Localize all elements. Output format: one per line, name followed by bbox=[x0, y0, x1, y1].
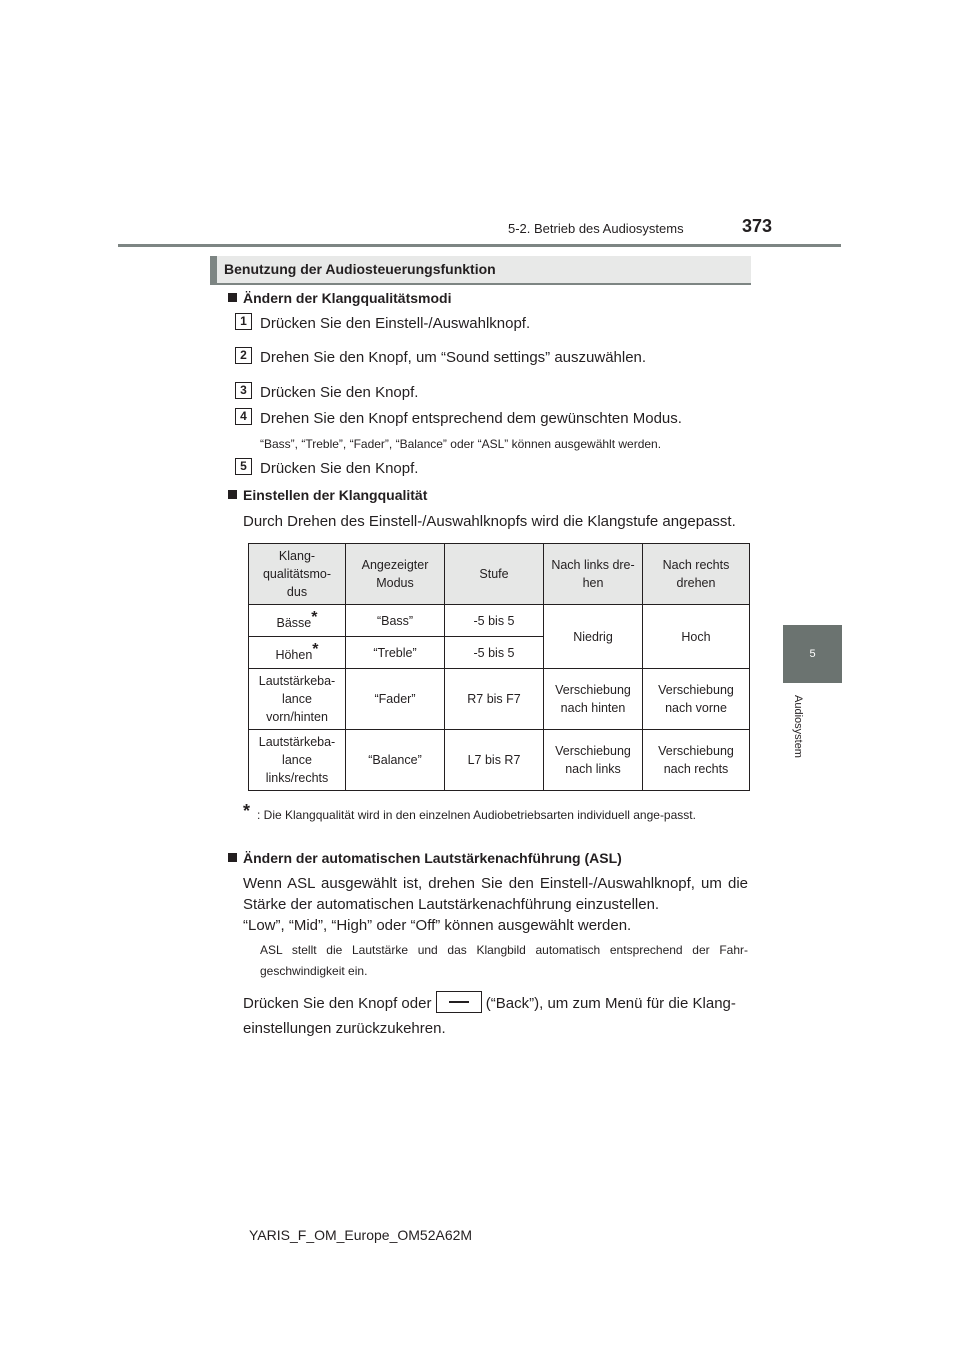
footnote-star: * bbox=[312, 641, 319, 658]
body-text: “Low”, “Mid”, “High” oder “Off” können ausgewählt werden. bbox=[243, 917, 632, 934]
subsection-heading-klangmodi bbox=[228, 290, 451, 306]
step-text: Drücken Sie den Knopf. bbox=[260, 460, 419, 477]
table-header-cell: Angezeigter Modus bbox=[346, 544, 445, 605]
table-header-cell: Stufe bbox=[445, 544, 544, 605]
subsection-heading-klangqualitaet bbox=[228, 487, 427, 503]
table-cell: Niedrig bbox=[544, 605, 643, 669]
step-number: 2 bbox=[235, 347, 252, 364]
table-header-cell: Klang- qualitätsmo- dus bbox=[249, 544, 346, 605]
table-header-row bbox=[249, 544, 750, 605]
chapter-label bbox=[790, 695, 802, 785]
table-cell: -5 bis 5 bbox=[445, 637, 544, 669]
subsection-heading-text: Ändern der automatischen Lautstärkenachführung (ASL) bbox=[243, 850, 622, 866]
table-cell: Lautstärkeba- lance vorn/hinten bbox=[249, 669, 346, 730]
table-header-cell: Nach rechts drehen bbox=[643, 544, 750, 605]
step-number: 1 bbox=[235, 313, 252, 330]
step-text: Drücken Sie den Knopf. bbox=[260, 384, 419, 401]
table-cell: Hoch bbox=[643, 605, 750, 669]
back-instruction-line2: einstellungen zurückzukehren. bbox=[243, 1020, 446, 1037]
subsection-heading-text: Einstellen der Klangqualität bbox=[243, 487, 428, 503]
section-title-accent bbox=[210, 256, 217, 285]
table-row bbox=[249, 730, 750, 791]
table-cell: R7 bis F7 bbox=[445, 669, 544, 730]
step-note: “Bass”, “Treble”, “Fader”, “Balance” oder “ASL” können ausgewählt werden. bbox=[260, 437, 662, 451]
footnote-text: : Die Klangqualität wird in den einzelnen Audiobetriebsarten individuell ange-passt. bbox=[257, 808, 696, 822]
table-cell: “Balance” bbox=[346, 730, 445, 791]
section-title-bar bbox=[210, 256, 751, 285]
table-cell: “Fader” bbox=[346, 669, 445, 730]
table-cell: Lautstärkeba- lance links/rechts bbox=[249, 730, 346, 791]
header-divider bbox=[118, 244, 841, 247]
table-cell: “Bass” bbox=[346, 605, 445, 637]
sound-settings-table bbox=[248, 543, 750, 791]
asl-note: ASL stellt die Lautstärke und das Klangbild automatisch entsprechend der Fahr-geschwindigkeit ein. bbox=[260, 943, 748, 978]
header-section-title: 5-2. Betrieb des Audiosystems bbox=[508, 221, 684, 236]
table-row bbox=[249, 669, 750, 730]
table-cell bbox=[249, 637, 346, 669]
step-number: 5 bbox=[235, 458, 252, 475]
page-number: 373 bbox=[742, 216, 773, 236]
back-instruction-text: (“Back”), um zum Menü für die Klang- bbox=[485, 995, 736, 1012]
table-cell: Verschiebung nach vorne bbox=[643, 669, 750, 730]
back-instruction bbox=[243, 991, 736, 1014]
table-cell: Verschiebung nach rechts bbox=[643, 730, 750, 791]
step-text: Drehen Sie den Knopf entsprechend dem gewünschten Modus. bbox=[260, 410, 682, 427]
table-cell: Verschiebung nach hinten bbox=[544, 669, 643, 730]
mode-name: Bässe bbox=[276, 616, 312, 630]
step-number: 4 bbox=[235, 408, 252, 425]
table-cell: -5 bis 5 bbox=[445, 605, 544, 637]
back-instruction-text: Drücken Sie den Knopf oder bbox=[243, 995, 432, 1012]
table-row bbox=[249, 605, 750, 637]
chapter-tab: 5 bbox=[783, 625, 842, 683]
square-bullet-icon bbox=[228, 853, 237, 862]
footnote-mark: * bbox=[243, 801, 251, 821]
section-title: Benutzung der Audiosteuerungsfunktion bbox=[224, 261, 496, 277]
body-text: Wenn ASL ausgewählt ist, drehen Sie den Einstell-/Auswahlknopf, um die Stärke der automatischen Lautstärkenachführung einzustellen. bbox=[243, 875, 748, 913]
step-number: 3 bbox=[235, 382, 252, 399]
step-text: Drücken Sie den Einstell-/Auswahlknopf. bbox=[260, 315, 531, 332]
table-cell bbox=[249, 605, 346, 637]
table-header-cell: Nach links dre- hen bbox=[544, 544, 643, 605]
chapter-label-text: Audiosystem bbox=[792, 695, 804, 758]
table-cell: Verschiebung nach links bbox=[544, 730, 643, 791]
square-bullet-icon bbox=[228, 490, 237, 499]
body-text: Durch Drehen des Einstell-/Auswahlknopfs wird die Klangstufe angepasst. bbox=[243, 513, 736, 530]
mode-name: Höhen bbox=[275, 648, 313, 662]
subsection-heading-text: Ändern der Klangqualitätsmodi bbox=[243, 290, 452, 306]
table-cell: L7 bis R7 bbox=[445, 730, 544, 791]
table-cell: “Treble” bbox=[346, 637, 445, 669]
subsection-heading-asl bbox=[228, 850, 622, 866]
back-button-icon bbox=[436, 991, 482, 1013]
footnote-star: * bbox=[311, 609, 318, 626]
step-text: Drehen Sie den Knopf, um “Sound settings” auszuwählen. bbox=[260, 349, 647, 366]
square-bullet-icon bbox=[228, 293, 237, 302]
document-footer: YARIS_F_OM_Europe_OM52A62M bbox=[249, 1227, 473, 1243]
